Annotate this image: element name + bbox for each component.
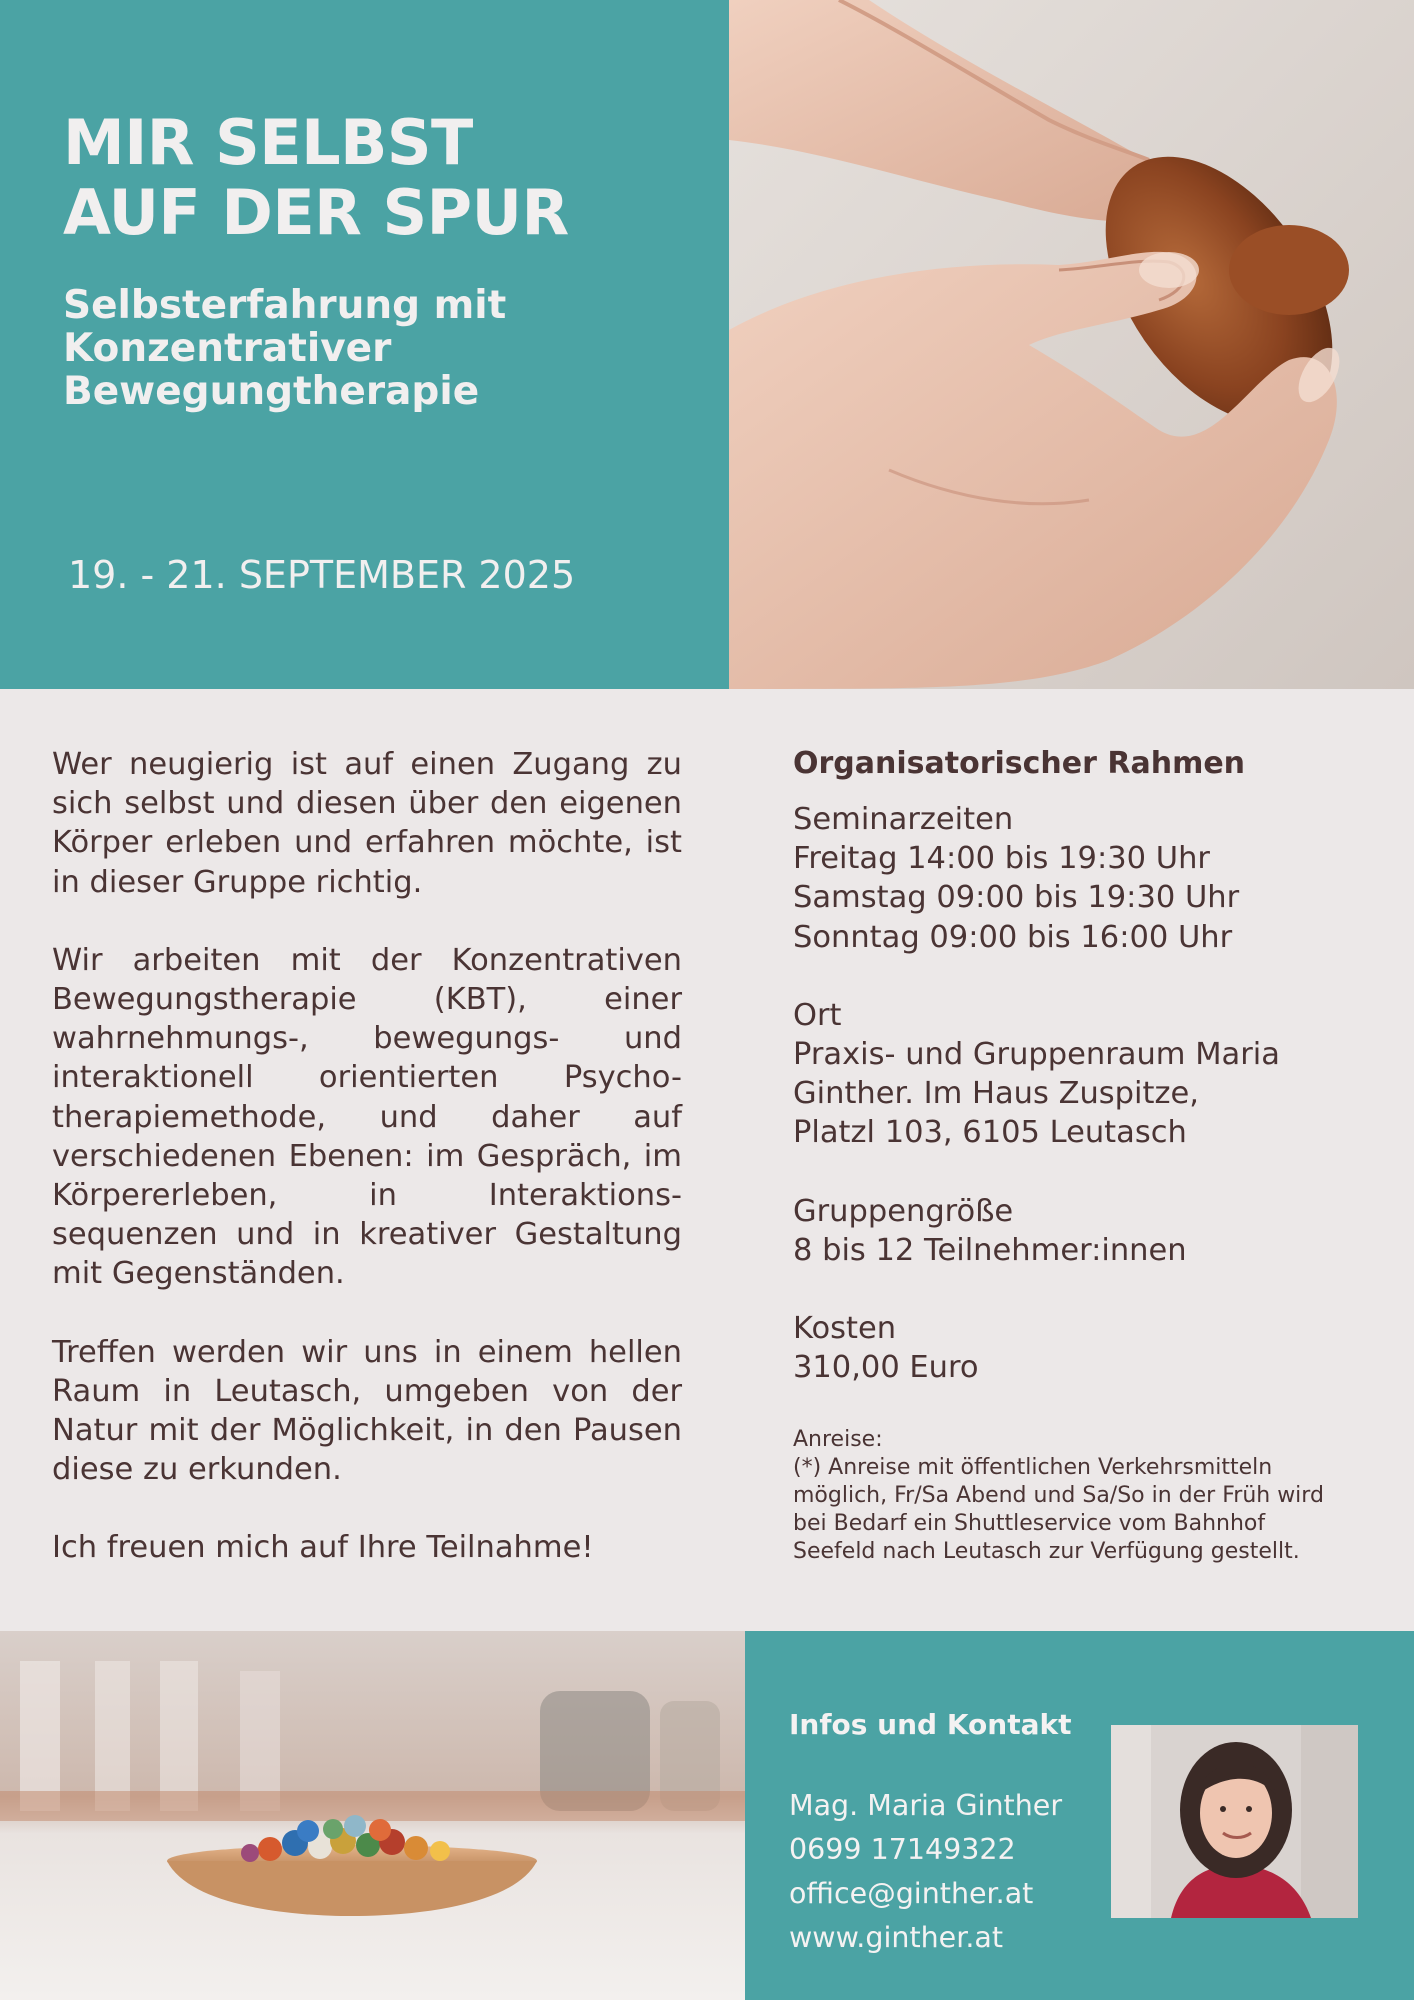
subtitle-line-2: Konzentrativer — [63, 326, 392, 371]
group-size-label: Gruppengröße — [793, 1193, 1014, 1229]
intro-text — [52, 745, 682, 1568]
intro-paragraph-2: Wir arbeiten mit der Konzentrativen Bewegungstherapie (KBT), einer wahrnehmungs-, bewegungs- und interaktionell orientierten Psycho-therapiemethode, und daher auf verschiedenen Ebenen: im Gespräch, im Körpererleben, in Interaktions-sequenzen und in kreativer Gestaltung mit Gegenständen. — [52, 942, 682, 1292]
travel-note — [793, 1426, 1393, 1566]
seminar-time-sunday: Sonntag 09:00 bis 16:00 Uhr — [793, 919, 1233, 955]
contact-name: Mag. Maria Ginther — [789, 1789, 1063, 1822]
contact-panel — [745, 1631, 1414, 2000]
seminar-times — [793, 800, 1373, 957]
hero-banner — [0, 0, 729, 689]
contact-heading: Infos und Kontakt — [789, 1708, 1072, 1741]
contact-email[interactable]: office@ginther.at — [789, 1877, 1034, 1910]
title-line-1: MIR SELBST — [63, 106, 473, 179]
org-heading: Organisatorischer Rahmen — [793, 746, 1246, 781]
cost-value: 310,00 Euro — [793, 1350, 979, 1386]
location-line-1: Praxis- und Gruppenraum Maria — [793, 1037, 1280, 1073]
organisational-info — [793, 745, 1373, 1566]
footer-photo-bowl-of-marbles — [0, 1631, 745, 2000]
portrait-illustration — [1111, 1725, 1358, 1918]
travel-line-1: (*) Anreise mit öffentlichen Verkehrsmitteln — [793, 1455, 1273, 1481]
travel-line-3: bei Bedarf ein Shuttleservice vom Bahnhof — [793, 1511, 1266, 1537]
hero-photo-illustration — [729, 0, 1414, 689]
travel-label: Anreise: — [793, 1427, 883, 1453]
location-line-2: Ginther. Im Haus Zuspitze, — [793, 1076, 1199, 1112]
title-line-2: AUF DER SPUR — [63, 176, 569, 249]
location-label: Ort — [793, 997, 842, 1033]
travel-line-4: Seefeld nach Leutasch zur Verfügung gestellt. — [793, 1539, 1300, 1565]
cost-label: Kosten — [793, 1311, 897, 1347]
subtitle-line-1: Selbsterfahrung mit — [63, 283, 507, 328]
group-size — [793, 1192, 1373, 1270]
intro-paragraph-1: Wer neugierig ist auf einen Zugang zu sich selbst und diesen über den eigenen Körper erleben und erfahren möchte, ist in dieser Gruppe richtig. — [52, 747, 682, 900]
seminar-time-saturday: Samstag 09:00 bis 19:30 Uhr — [793, 880, 1240, 916]
contact-phone[interactable]: 0699 17149322 — [789, 1833, 1016, 1866]
subtitle-line-3: Bewegungtherapie — [63, 369, 480, 414]
contact-website[interactable]: www.ginther.at — [789, 1921, 1004, 1954]
intro-paragraph-3: Treffen werden wir uns in einem hellen Raum in Leutasch, umgeben von der Natur mit der Möglichkeit, in den Pausen diese zu erkunden. — [52, 1334, 682, 1488]
contact-details — [789, 1784, 1062, 1960]
travel-line-2: möglich, Fr/Sa Abend und Sa/So in der Früh wird — [793, 1483, 1324, 1509]
footer-photo-illustration — [0, 1631, 745, 2000]
seminar-time-friday: Freitag 14:00 bis 19:30 Uhr — [793, 841, 1210, 877]
page-subtitle — [63, 284, 506, 413]
group-size-value: 8 bis 12 Teilnehmer:innen — [793, 1232, 1187, 1268]
location — [793, 996, 1373, 1153]
intro-closing: Ich freuen mich auf Ihre Teilnahme! — [52, 1530, 594, 1566]
page-title — [63, 108, 569, 248]
cost — [793, 1309, 1373, 1387]
location-line-3: Platzl 103, 6105 Leutasch — [793, 1115, 1187, 1151]
contact-portrait — [1111, 1725, 1358, 1918]
seminar-times-label: Seminarzeiten — [793, 802, 1014, 837]
hero-photo-hand-holding-wooden-object — [729, 0, 1414, 689]
event-date: 19. - 21. SEPTEMBER 2025 — [68, 553, 576, 597]
